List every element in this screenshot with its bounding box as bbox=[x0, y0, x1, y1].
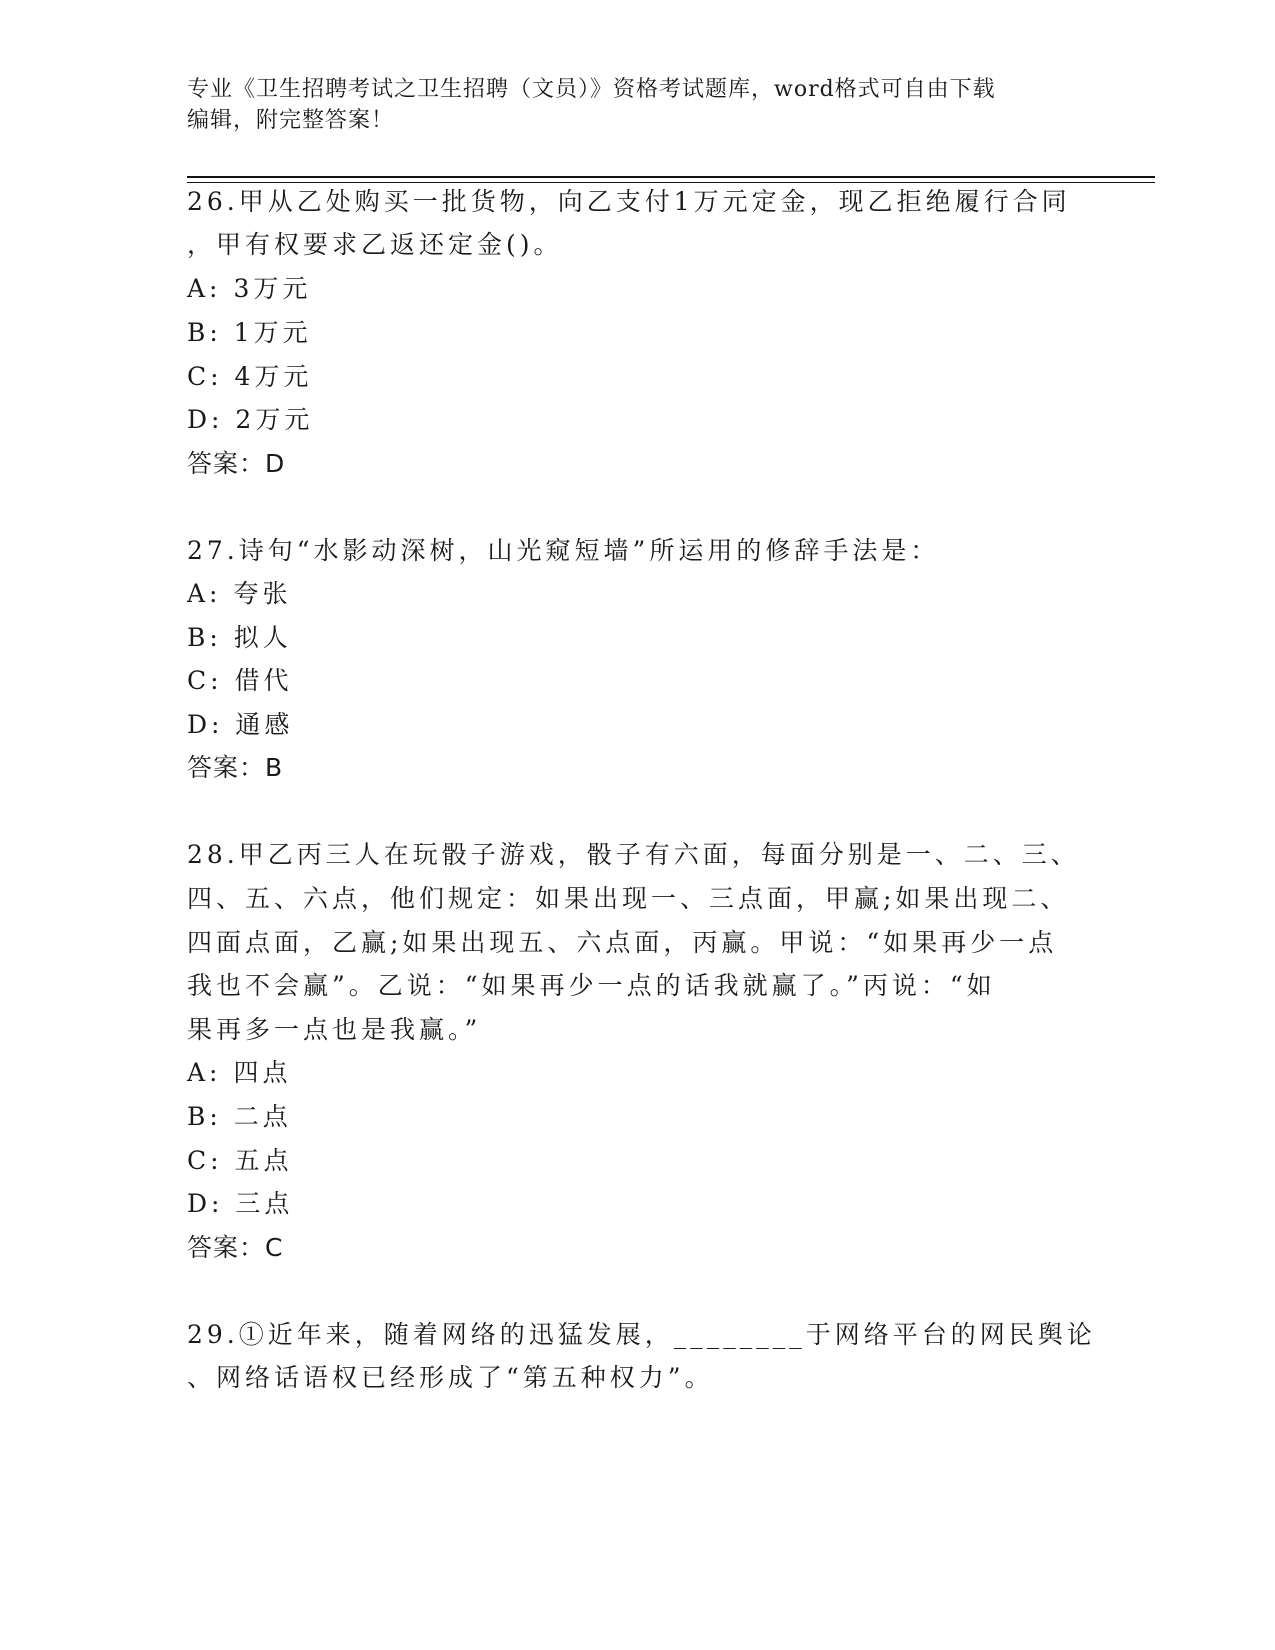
option-letter: D: bbox=[187, 405, 224, 434]
option-text: 五点 bbox=[234, 1146, 293, 1175]
question-stem-line: 29.①近年来，随着网络的迅猛发展，________于网络平台的网民舆论 bbox=[187, 1320, 1096, 1349]
option-d bbox=[187, 404, 313, 436]
option-letter: B: bbox=[187, 623, 222, 652]
option-d bbox=[187, 709, 293, 741]
option-text: 借代 bbox=[234, 666, 293, 695]
option-letter: C: bbox=[187, 1146, 223, 1175]
option-a bbox=[187, 273, 311, 305]
question-stem-line: 27.诗句“水影动深树，山光窥短墙”所运用的修辞手法是： bbox=[187, 536, 940, 565]
question-stem-line: 四面点面，乙赢;如果出现五、六点面，丙赢。甲说：“如果再少一点 bbox=[187, 928, 1058, 957]
header-note-line-1: 专业《卫生招聘考试之卫生招聘（文员）》资格考试题库，word格式可自由下载 bbox=[187, 77, 996, 102]
question-stem-line: ，甲有权要求乙返还定金()。 bbox=[187, 230, 563, 259]
option-letter: A: bbox=[187, 579, 222, 608]
option-text: 2万元 bbox=[235, 405, 314, 434]
option-b bbox=[187, 1101, 292, 1133]
header-divider-thin bbox=[187, 182, 1155, 183]
option-a bbox=[187, 1057, 291, 1089]
option-b bbox=[187, 317, 312, 349]
question-stem-line: 28.甲乙丙三人在玩骰子游戏，骰子有六面，每面分别是一、二、三、 bbox=[187, 840, 1080, 869]
option-a bbox=[187, 578, 291, 610]
option-b bbox=[187, 622, 292, 654]
option-letter: D: bbox=[187, 1189, 224, 1218]
option-letter: C: bbox=[187, 666, 223, 695]
question-stem-line: 我也不会赢”。乙说：“如果再少一点的话我就赢了。”丙说：“如 bbox=[187, 971, 996, 1000]
option-c bbox=[187, 665, 293, 697]
option-text: 夸张 bbox=[233, 579, 292, 608]
option-c bbox=[187, 1145, 293, 1177]
option-letter: D: bbox=[187, 710, 224, 739]
option-text: 1万元 bbox=[233, 318, 312, 347]
option-text: 4万元 bbox=[234, 362, 313, 391]
question-stem-line: 果再多一点也是我赢。” bbox=[187, 1015, 482, 1044]
option-d bbox=[187, 1188, 293, 1220]
option-text: 通感 bbox=[235, 710, 294, 739]
option-letter: B: bbox=[187, 318, 222, 347]
option-text: 四点 bbox=[233, 1058, 292, 1087]
answer-label: 答案：B bbox=[187, 753, 284, 782]
answer-label: 答案：D bbox=[187, 449, 286, 478]
answer-label: 答案：C bbox=[187, 1233, 284, 1262]
header-divider-thick bbox=[187, 176, 1155, 178]
header-note-line-2: 编辑，附完整答案！ bbox=[187, 108, 395, 133]
option-text: 二点 bbox=[233, 1102, 292, 1131]
header-note bbox=[187, 74, 1067, 136]
question-stem-line: 26.甲从乙处购买一批货物，向乙支付1万元定金，现乙拒绝履行合同 bbox=[187, 187, 1071, 216]
option-c bbox=[187, 361, 312, 393]
question-stem-line: 四、五、六点，他们规定：如果出现一、三点面，甲赢;如果出现二、 bbox=[187, 884, 1070, 913]
question-stem-line: 、网络话语权已经形成了“第五种权力”。 bbox=[187, 1363, 714, 1392]
option-text: 拟人 bbox=[233, 623, 292, 652]
option-letter: B: bbox=[187, 1102, 222, 1131]
option-text: 三点 bbox=[235, 1189, 294, 1218]
option-letter: C: bbox=[187, 362, 223, 391]
option-letter: A: bbox=[187, 1058, 222, 1087]
option-letter: A: bbox=[187, 274, 222, 303]
option-text: 3万元 bbox=[233, 274, 312, 303]
